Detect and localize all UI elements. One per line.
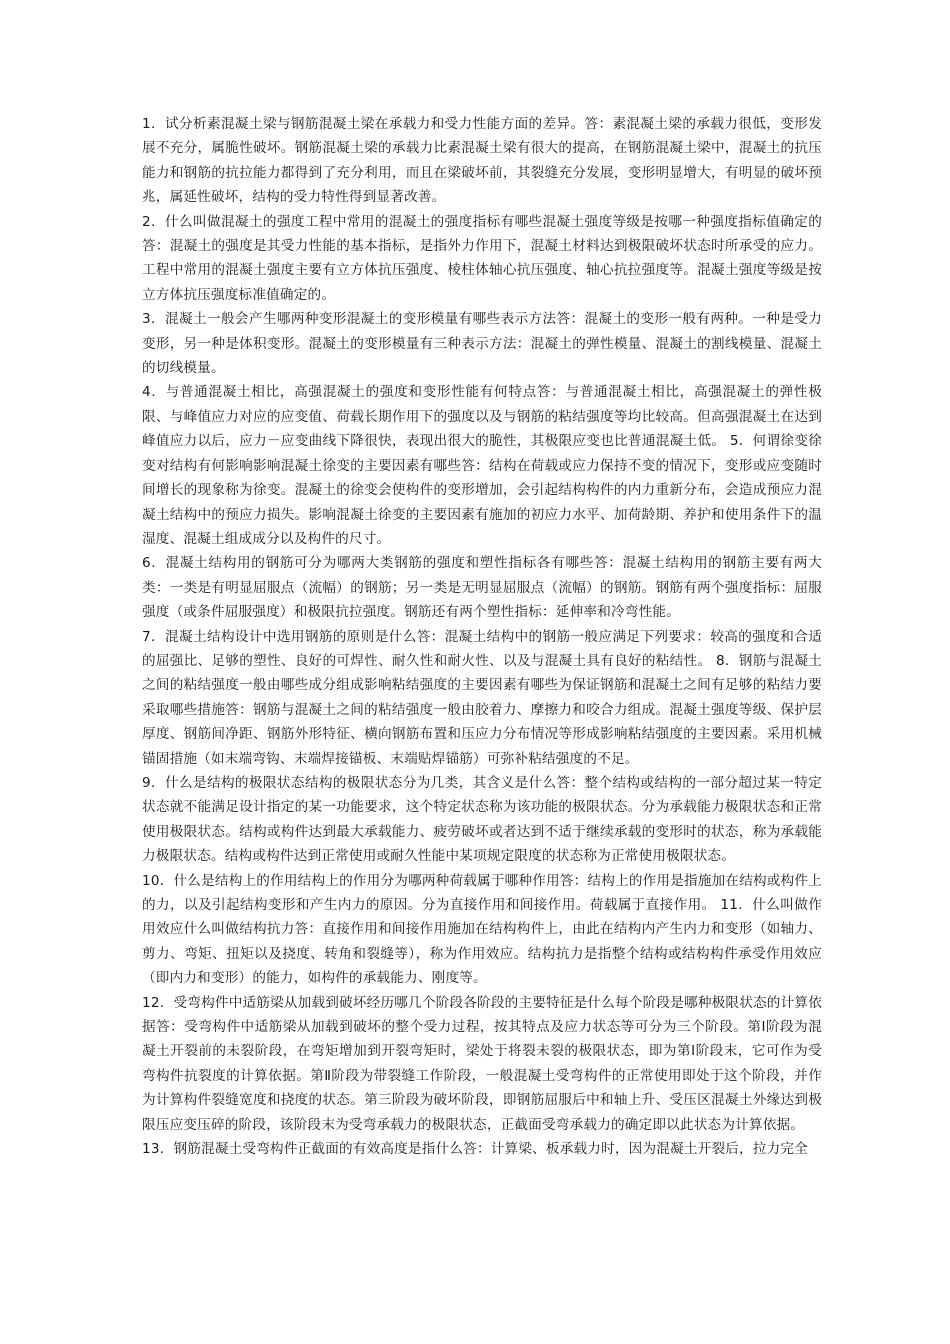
document-page <box>142 112 822 1161</box>
paragraph-q12: 12．受弯构件中适筋梁从加载到破坏经历哪几个阶段各阶段的主要特征是什么每个阶段是哪种极限状态的计算依据答：受弯构件中适筋梁从加载到破坏的整个受力过程，按其特点及应力状态等可分为三个阶段。第Ⅰ阶段为混凝土开裂前的未裂阶段，在弯矩增加到开裂弯矩时，梁处于将裂未裂的极限状态，即为第Ⅰ阶段末，它可作为受弯构件抗裂度的计算依据。第Ⅱ阶段为带裂缝工作阶段，一般混凝土受弯构件的正常使用即处于这个阶段，并作为计算构件裂缝宽度和挠度的状态。第三阶段为破坏阶段，即钢筋屈服后中和轴上升、受压区混凝土外缘达到极限压应变压碎的阶段，该阶段末为受弯承载力的极限状态，正截面受弯承载力的确定即以此状态为计算依据。 <box>142 994 822 1133</box>
paragraph-q6: 6．混凝土结构用的钢筋可分为哪两大类钢筋的强度和塑性指标各有哪些答：混凝土结构用的钢筋主要有两大类：一类是有明显屈服点（流幅）的钢筋；另一类是无明显屈服点（流幅）的钢筋。钢筋有两个强度指标：屈服强度（或条件屈服强度）和极限抗拉强度。钢筋还有两个塑性指标：延伸率和冷弯性能。 <box>142 555 822 621</box>
paragraph-q1: 1．试分析素混凝土梁与钢筋混凝土梁在承载力和受力性能方面的差异。答：素混凝土梁的承载力很低，变形发展不充分，属脆性破坏。钢筋混凝土梁的承载力比素混凝土梁有很大的提高，在钢筋混凝土梁中，混凝土的抗压能力和钢筋的抗拉能力都得到了充分利用，而且在梁破坏前，其裂缝充分发展，变形明显增大，有明显的破坏预兆，属延性破坏，结构的受力特性得到显著改善。 <box>142 116 822 206</box>
paragraph-q9: 9．什么是结构的极限状态结构的极限状态分为几类，其含义是什么答：整个结构或结构的一部分超过某一特定状态就不能满足设计指定的某一功能要求，这个特定状态称为该功能的极限状态。分为承载能力极限状态和正常使用极限状态。结构或构件达到最大承载能力、疲劳破坏或者达到不适于继续承载的变形时的状态，称为承载能力极限状态。结构或构件达到正常使用或耐久性能中某项规定限度的状态称为正常使用极限状态。 <box>142 774 822 865</box>
paragraph-q3: 3．混凝土一般会产生哪两种变形混凝土的变形模量有哪些表示方法答：混凝土的变形一般有两种。一种是受力变形，另一种是体积变形。混凝土的变形模量有三种表示方法：混凝土的弹性模量、混凝土的割线模量、混凝土的切线模量。 <box>142 311 822 377</box>
paragraph-q2: 2．什么叫做混凝土的强度工程中常用的混凝土的强度指标有哪些混凝土强度等级是按哪一种强度指标值确定的答：混凝土的强度是其受力性能的基本指标，是指外力作用下，混凝土材料达到极限破坏状态时所承受的应力。工程中常用的混凝土强度主要有立方体抗压强度、棱柱体轴心抗压强度、轴心抗拉强度等。混凝土强度等级是按立方体抗压强度标准值确定的。 <box>142 213 822 303</box>
paragraph-q10-q11: 10．什么是结构上的作用结构上的作用分为哪两种荷载属于哪种作用答：结构上的作用是指施加在结构或构件上的力，以及引起结构变形和产生内力的原因。分为直接作用和间接作用。荷载属于直接作用。 11．什么叫做作用效应什么叫做结构抗力答：直接作用和间接作用施加在结构构件上，由此在结构内产生内力和变形（如轴力、剪力、弯矩、扭矩以及挠度、转角和裂缝等），称为作用效应。结构抗力是指整个结构或结构构件承受作用效应（即内力和变形）的能力，如构件的承载能力、刚度等。 <box>142 872 822 987</box>
paragraph-q7-q8: 7．混凝土结构设计中选用钢筋的原则是什么答：混凝土结构中的钢筋一般应满足下列要求：较高的强度和合适的屈强比、足够的塑性、良好的可焊性、耐久性和耐火性、以及与混凝土具有良好的粘结性。 8．钢筋与混凝土之间的粘结强度一般由哪些成分组成影响粘结强度的主要因素有哪些为保证钢筋和混凝土之间有足够的粘结力要采取哪些措施答：钢筋与混凝土之间的粘结强度一般由胶着力、摩擦力和咬合力组成。混凝土强度等级、保护层厚度、钢筋间净距、钢筋外形特征、横向钢筋布置和压应力分布情况等形成影响粘结强度的主要因素。采用机械锚固措施（如末端弯钩、末端焊接锚板、末端贴焊锚筋）可弥补粘结强度的不足。 <box>142 628 822 767</box>
paragraph-q4-q5: 4．与普通混凝土相比，高强混凝土的强度和变形性能有何特点答：与普通混凝土相比，高强混凝土的弹性极限、与峰值应力对应的应变值、荷载长期作用下的强度以及与钢筋的粘结强度等均比较高。但高强混凝土在达到峰值应力以后，应力－应变曲线下降很快，表现出很大的脆性，其极限应变也比普通混凝土低。 5．何谓徐变徐变对结构有何影响影响混凝土徐变的主要因素有哪些答：结构在荷载或应力保持不变的情况下，变形或应变随时间增长的现象称为徐变。混凝土的徐变会使构件的变形增加，会引起结构构件的内力重新分布，会造成预应力混凝土结构中的预应力损失。影响混凝土徐变的主要因素有施加的初应力水平、加荷龄期、养护和使用条件下的温湿度、混凝土组成成分以及构件的尺寸。 <box>142 384 822 547</box>
paragraph-q13: 13．钢筋混凝土受弯构件正截面的有效高度是指什么答：计算梁、板承载力时，因为混凝土开裂后，拉力完全 <box>142 1141 808 1158</box>
